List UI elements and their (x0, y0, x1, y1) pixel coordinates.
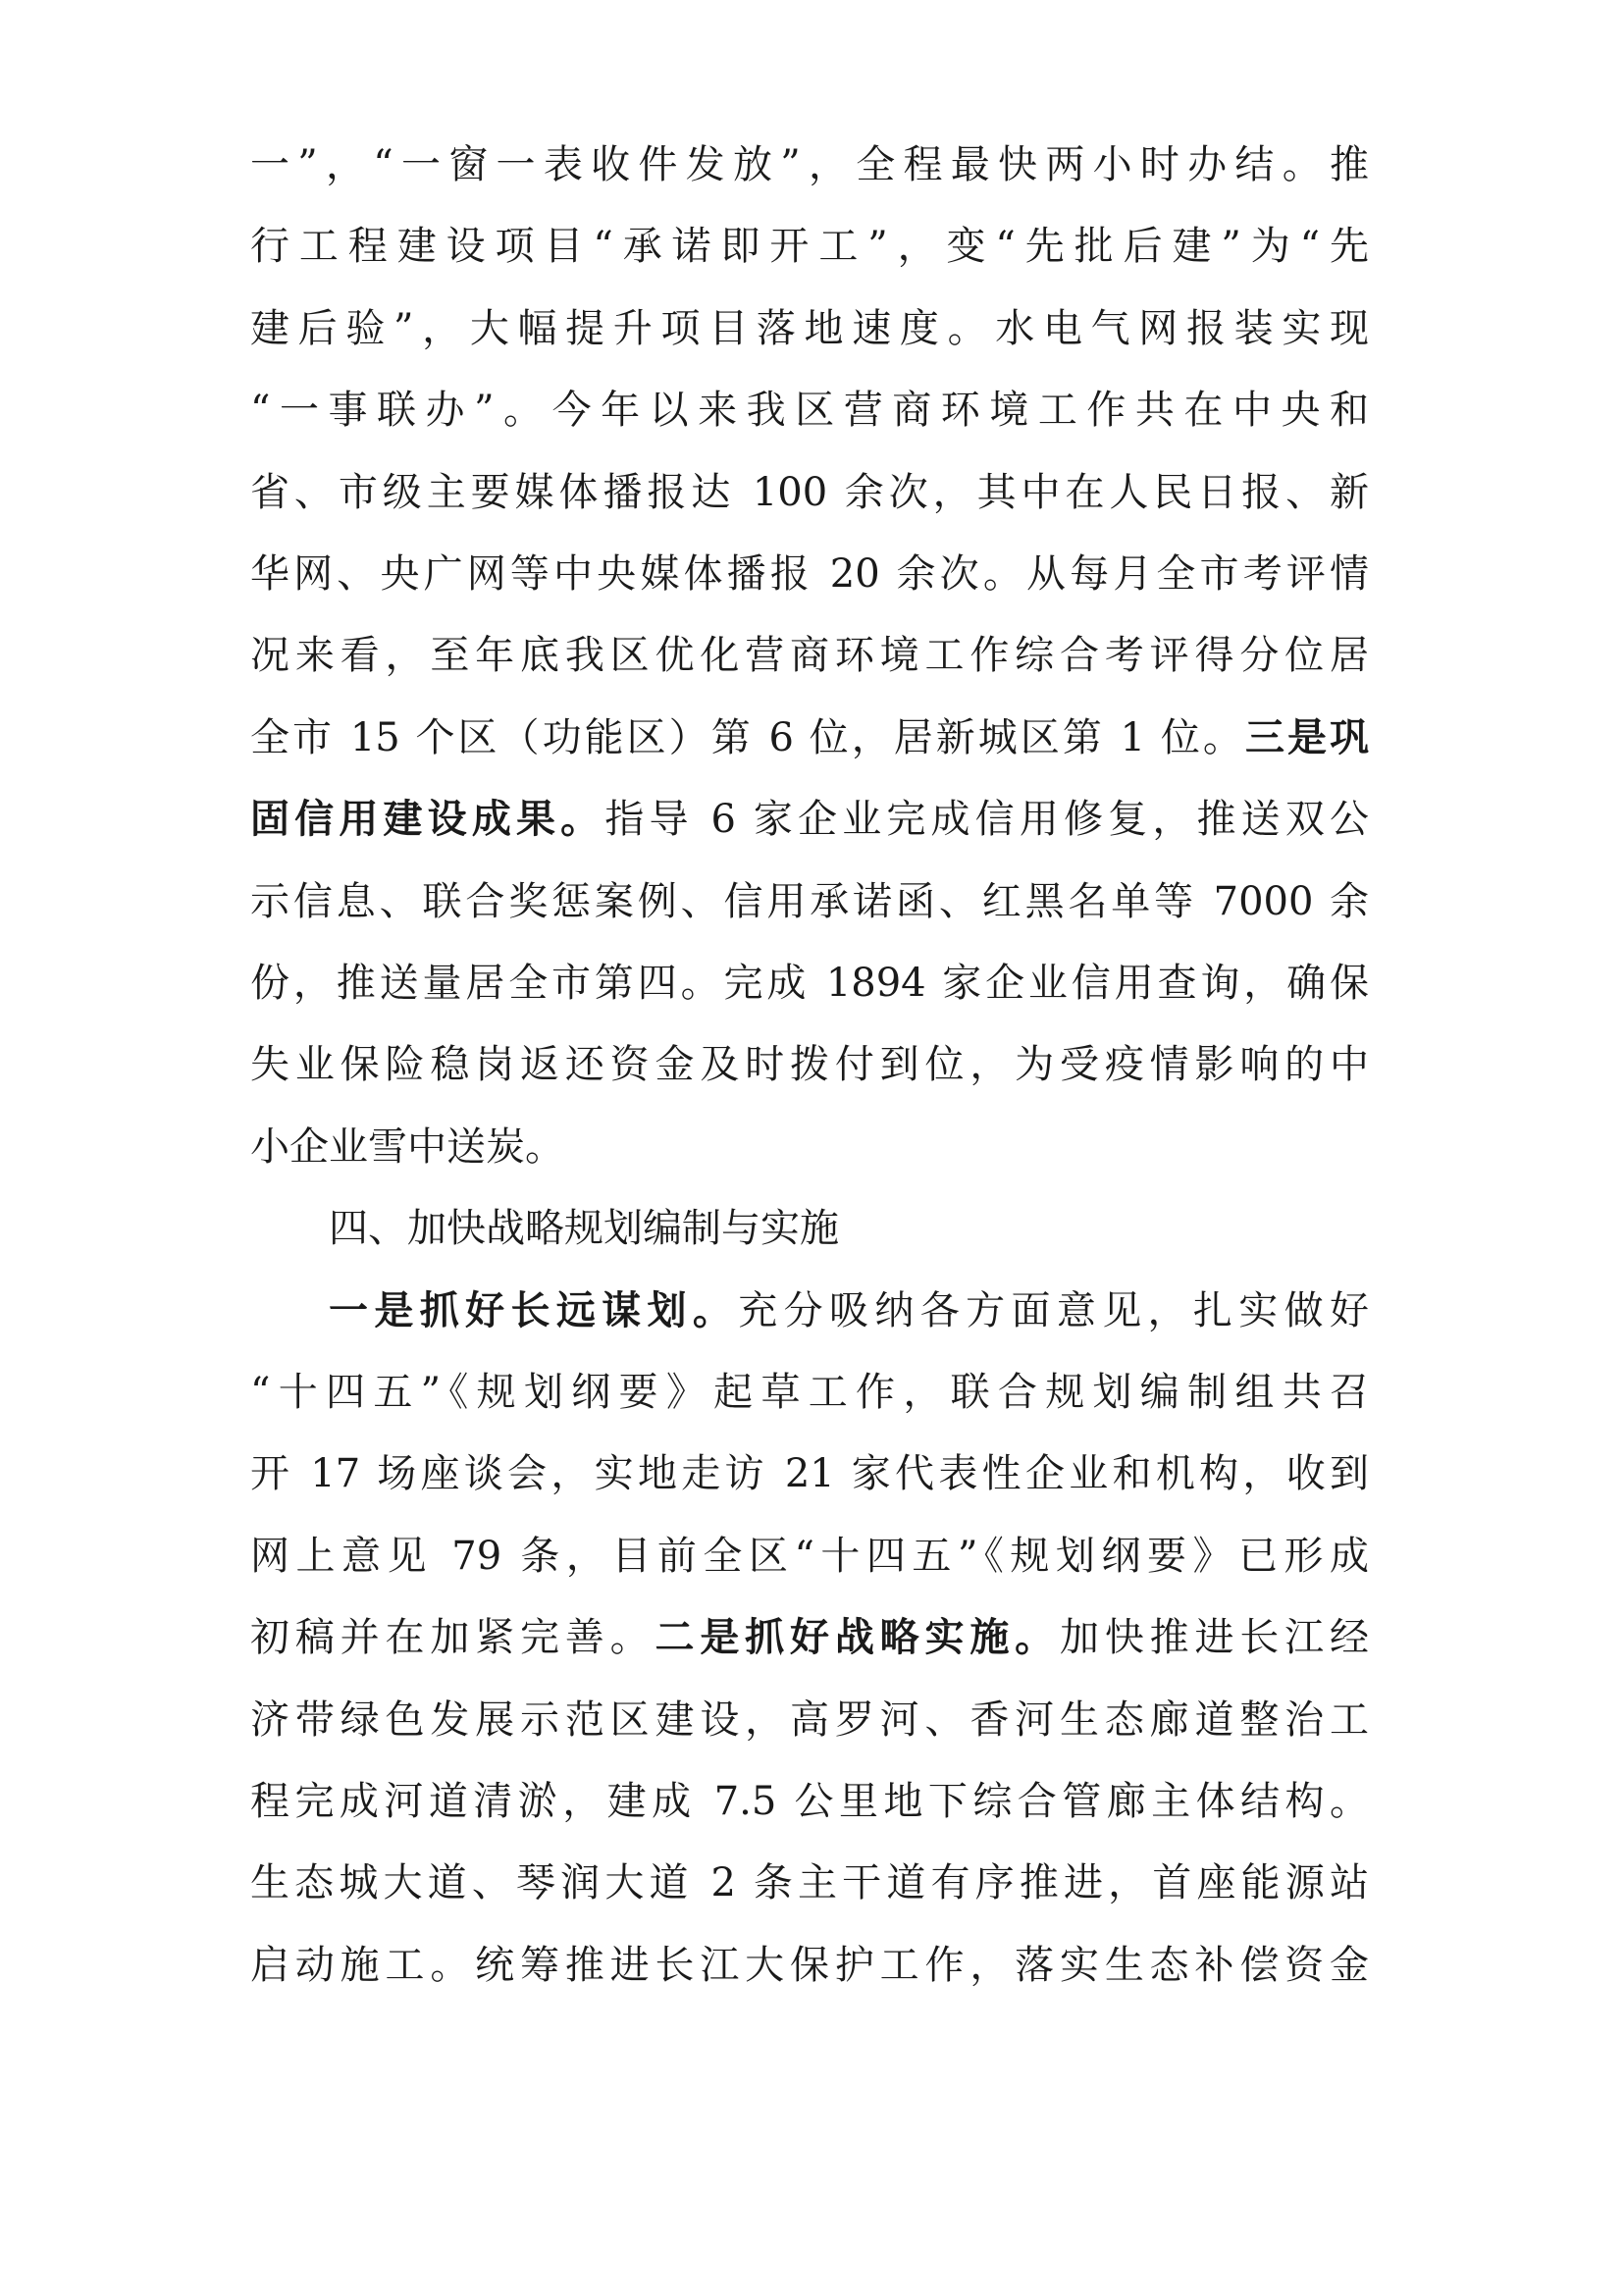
text-segment: 一”，“一窗一表收件发放”，全程最快两小时办结。推 (250, 142, 1369, 187)
text-line (250, 792, 1369, 847)
text-line (250, 628, 1369, 683)
text-line (250, 547, 1369, 601)
text-segment: 程完成河道清淤，建成 7.5 公里地下综合管廊主体结构。 (250, 1779, 1369, 1824)
text-line (250, 137, 1369, 192)
text-segment: 行工程建设项目“承诺即开工”，变“先批后建”为“先 (250, 224, 1369, 270)
text-segment: 启动施工。统筹推进长江大保护工作，落实生态补偿资金 (250, 1942, 1369, 1988)
text-segment: 初稿并在加紧完善。 (250, 1615, 655, 1661)
text-line (250, 1529, 1369, 1584)
text-line (250, 301, 1369, 356)
bold-text-segment: 一是抓好长远谋划。 (329, 1286, 739, 1333)
text-segment: 四、加快战略规划编制与实施 (329, 1206, 839, 1252)
text-segment: 生态城大道、琴润大道 2 条主干道有序推进，首座能源站 (250, 1860, 1369, 1906)
bold-text-segment: 二是抓好战略实施。 (655, 1614, 1060, 1661)
text-segment: 建后验”，大幅提升项目落地速度。水电气网报装实现 (250, 305, 1369, 351)
text-segment: 济带绿色发展示范区建设，高罗河、香河生态廊道整治工 (250, 1696, 1369, 1743)
bold-text-segment: 三是巩 (1244, 713, 1370, 760)
text-line (250, 1774, 1369, 1829)
text-line (250, 465, 1369, 520)
bold-text-segment: 固信用建设成果。 (250, 796, 605, 843)
text-line (250, 1610, 1369, 1665)
text-line (250, 1446, 1369, 1501)
text-line (250, 956, 1369, 1011)
text-line (250, 1037, 1369, 1092)
text-segment: 份，推送量居全市第四。完成 1894 家企业信用查询，确保 (250, 961, 1369, 1006)
text-line (250, 383, 1369, 438)
text-line (250, 1365, 1369, 1420)
text-line (250, 874, 1369, 929)
text-segment: 失业保险稳岗返还资金及时拨付到位，为受疫情影响的中 (250, 1042, 1369, 1088)
text-segment: 华网、央广网等中央媒体播报 20 余次。从每月全市考评情 (250, 551, 1369, 597)
text-line (250, 1693, 1369, 1748)
text-line (250, 710, 1369, 765)
text-line (250, 1855, 1369, 1910)
text-segment: 指导 6 家企业完成信用修复，推送双公 (604, 797, 1370, 843)
text-line (329, 1201, 1369, 1256)
text-segment: 加快推进长江经 (1060, 1615, 1369, 1661)
text-segment: 况来看，至年底我区优化营商环境工作综合考评得分位居 (250, 633, 1369, 679)
text-line (250, 1938, 1369, 1993)
text-line (250, 1120, 1369, 1174)
text-segment: 小企业雪中送炭。 (250, 1123, 564, 1170)
text-segment: 全市 15 个区（功能区）第 6 位，居新城区第 1 位。 (250, 714, 1245, 760)
text-segment: 省、市级主要媒体播报达 100 余次，其中在人民日报、新 (250, 469, 1369, 515)
text-segment: “十四五”《规划纲要》起草工作，联合规划编制组共召 (250, 1370, 1369, 1415)
text-segment: “一事联办”。今年以来我区营商环境工作共在中央和 (250, 388, 1369, 434)
text-segment: 充分吸纳各方面意见，扎实做好 (738, 1287, 1370, 1333)
text-segment: 网上意见 79 条，目前全区“十四五”《规划纲要》已形成 (250, 1533, 1369, 1579)
text-line (329, 1283, 1369, 1338)
text-segment: 开 17 场座谈会，实地走访 21 家代表性企业和机构，收到 (250, 1451, 1369, 1497)
text-line (250, 219, 1369, 274)
text-segment: 示信息、联合奖惩案例、信用承诺函、红黑名单等 7000 余 (250, 878, 1369, 924)
